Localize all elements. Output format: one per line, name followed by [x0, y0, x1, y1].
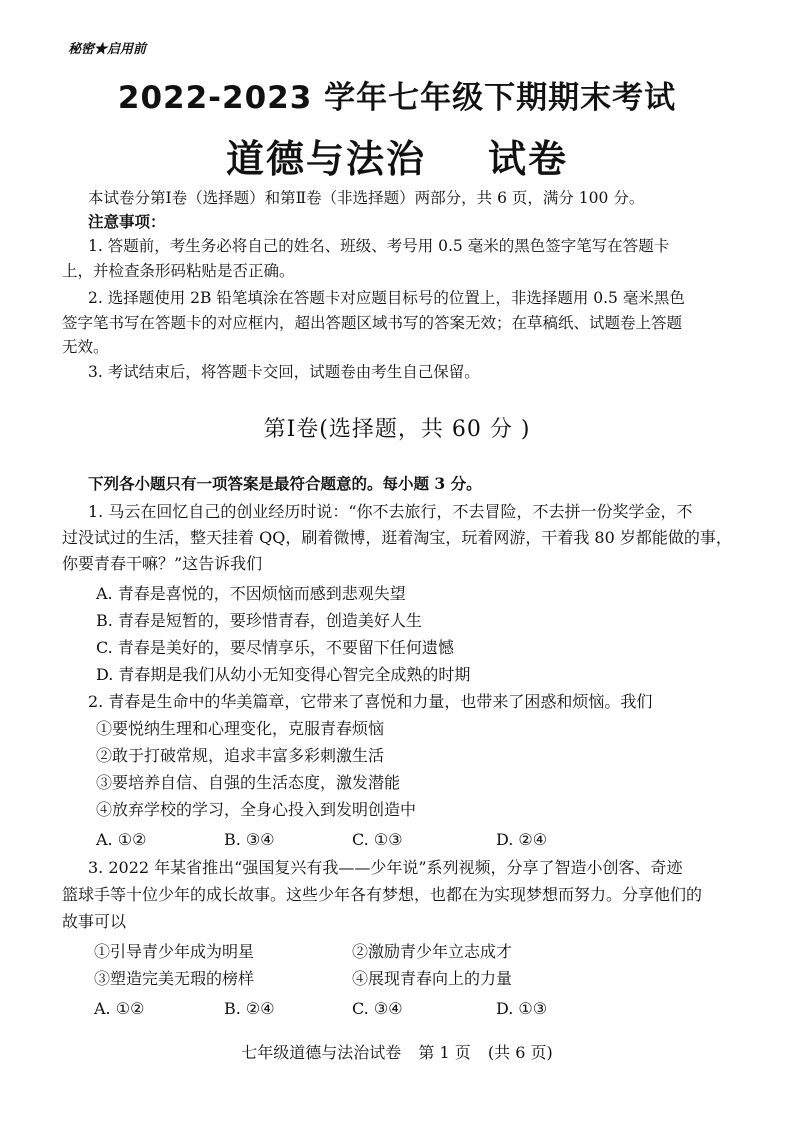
secret-label: 秘密★启用前 [68, 42, 147, 57]
notice-2c: 无效。 [62, 338, 109, 356]
q1-option-d: D. 青春期是我们从幼小无知变得心智完全成熟的时期 [96, 665, 471, 684]
q3-option-b: B. ②④ [224, 999, 275, 1018]
q1-option-a: A. 青春是喜悦的，不因烦恼而感到悲观失望 [96, 584, 406, 603]
notice-3: 3. 考试结束后，将答题卡交回，试题卷由考生自己保留。 [88, 363, 480, 381]
q2-option-d: D. ②④ [496, 830, 548, 849]
q2-statement-4: ④放弃学校的学习，全身心投入到发明创造中 [96, 800, 417, 819]
footer-subject: 七年级道德与法治试卷 [241, 1043, 402, 1062]
footer-page: 第 1 页 [418, 1043, 471, 1062]
page-footer [0, 1040, 794, 1063]
q2-statement-2: ②敢于打破常规，追求丰富多彩刺激生活 [96, 746, 385, 765]
subject-name: 道德与法治 [225, 137, 426, 181]
q2-statement-3: ③要培养自信、自强的生活态度，激发潜能 [96, 773, 401, 792]
section-title: 第Ⅰ卷(选择题，共 60 分 ) [263, 417, 531, 442]
notice-title: 注意事项： [88, 212, 166, 231]
footer-total: (共 6 页) [487, 1043, 553, 1062]
notice-2b: 签字笔书写在答题卡的对应框内，超出答题区域书写的答案无效；在草稿纸、试题卷上答题 [62, 314, 683, 332]
q2-statement-1: ①要悦纳生理和心理变化，克服青春烦恼 [96, 719, 385, 738]
q3-statement-1: ①引导青少年成为明星 [94, 942, 255, 961]
q3-statement-2: ②激励青少年立志成才 [352, 942, 513, 961]
exam-title: 2022-2023 学年七年级下期期末考试 [117, 80, 677, 116]
q2-option-c: C. ①③ [352, 830, 403, 849]
q1-stem-b: 过没试过的生活，整天挂着 QQ，刷着微博，逛着淘宝，玩着网游，干着我 80 岁都能做的事， [62, 528, 732, 547]
q2-option-a: A. ①② [96, 830, 147, 849]
q1-stem-a: 1. 马云在回忆自己的创业经历时说：“你不去旅行，不去冒险，不去拼一份奖学金，不 [88, 502, 693, 521]
q3-stem-c: 故事可以 [62, 912, 127, 931]
q3-option-a: A. ①② [94, 999, 145, 1018]
section-instruction: 下列各小题只有一项答案是最符合题意的。每小题 3 分。 [88, 474, 482, 493]
q2-option-b: B. ③④ [224, 830, 275, 849]
q3-option-d: D. ①③ [496, 999, 548, 1018]
q1-option-b: B. 青春是短暂的，要珍惜青春，创造美好人生 [96, 611, 422, 630]
notice-2a: 2. 选择题使用 2B 铅笔填涂在答题卡对应题目标号的位置上，非选择题用 0.5 毫米黑色 [88, 289, 685, 307]
q1-option-c: C. 青春是美好的，要尽情享乐，不要留下任何遗憾 [96, 638, 454, 657]
paper-label: 试卷 [488, 137, 569, 181]
subject-title [0, 128, 794, 183]
q2-stem: 2. 青春是生命中的华美篇章，它带来了喜悦和力量，也带来了困惑和烦恼。我们 [88, 692, 653, 711]
intro-summary: 本试卷分第Ⅰ卷（选择题）和第Ⅱ卷（非选择题）两部分，共 6 页，满分 100 分。 [88, 189, 645, 207]
q3-stem-b: 篮球手等十位少年的成长故事。这些少年各有梦想，也都在为实现梦想而努力。分享他们的 [62, 885, 703, 904]
q1-stem-c: 你要青春干嘛？”这告诉我们 [62, 554, 263, 573]
q3-stem-a: 3. 2022 年某省推出“强国复兴有我——少年说”系列视频，分享了智造小创客、奇迹 [88, 858, 683, 877]
q3-option-c: C. ③④ [352, 999, 403, 1018]
notice-1b: 上，并检查条形码粘贴是否正确。 [62, 262, 295, 280]
notice-1a: 1. 答题前，考生务必将自己的姓名、班级、考号用 0.5 毫米的黑色签字笔写在答题卡 [88, 237, 670, 255]
q3-statement-3: ③塑造完美无瑕的榜样 [94, 969, 255, 988]
q3-statement-4: ④展现青春向上的力量 [352, 969, 513, 988]
